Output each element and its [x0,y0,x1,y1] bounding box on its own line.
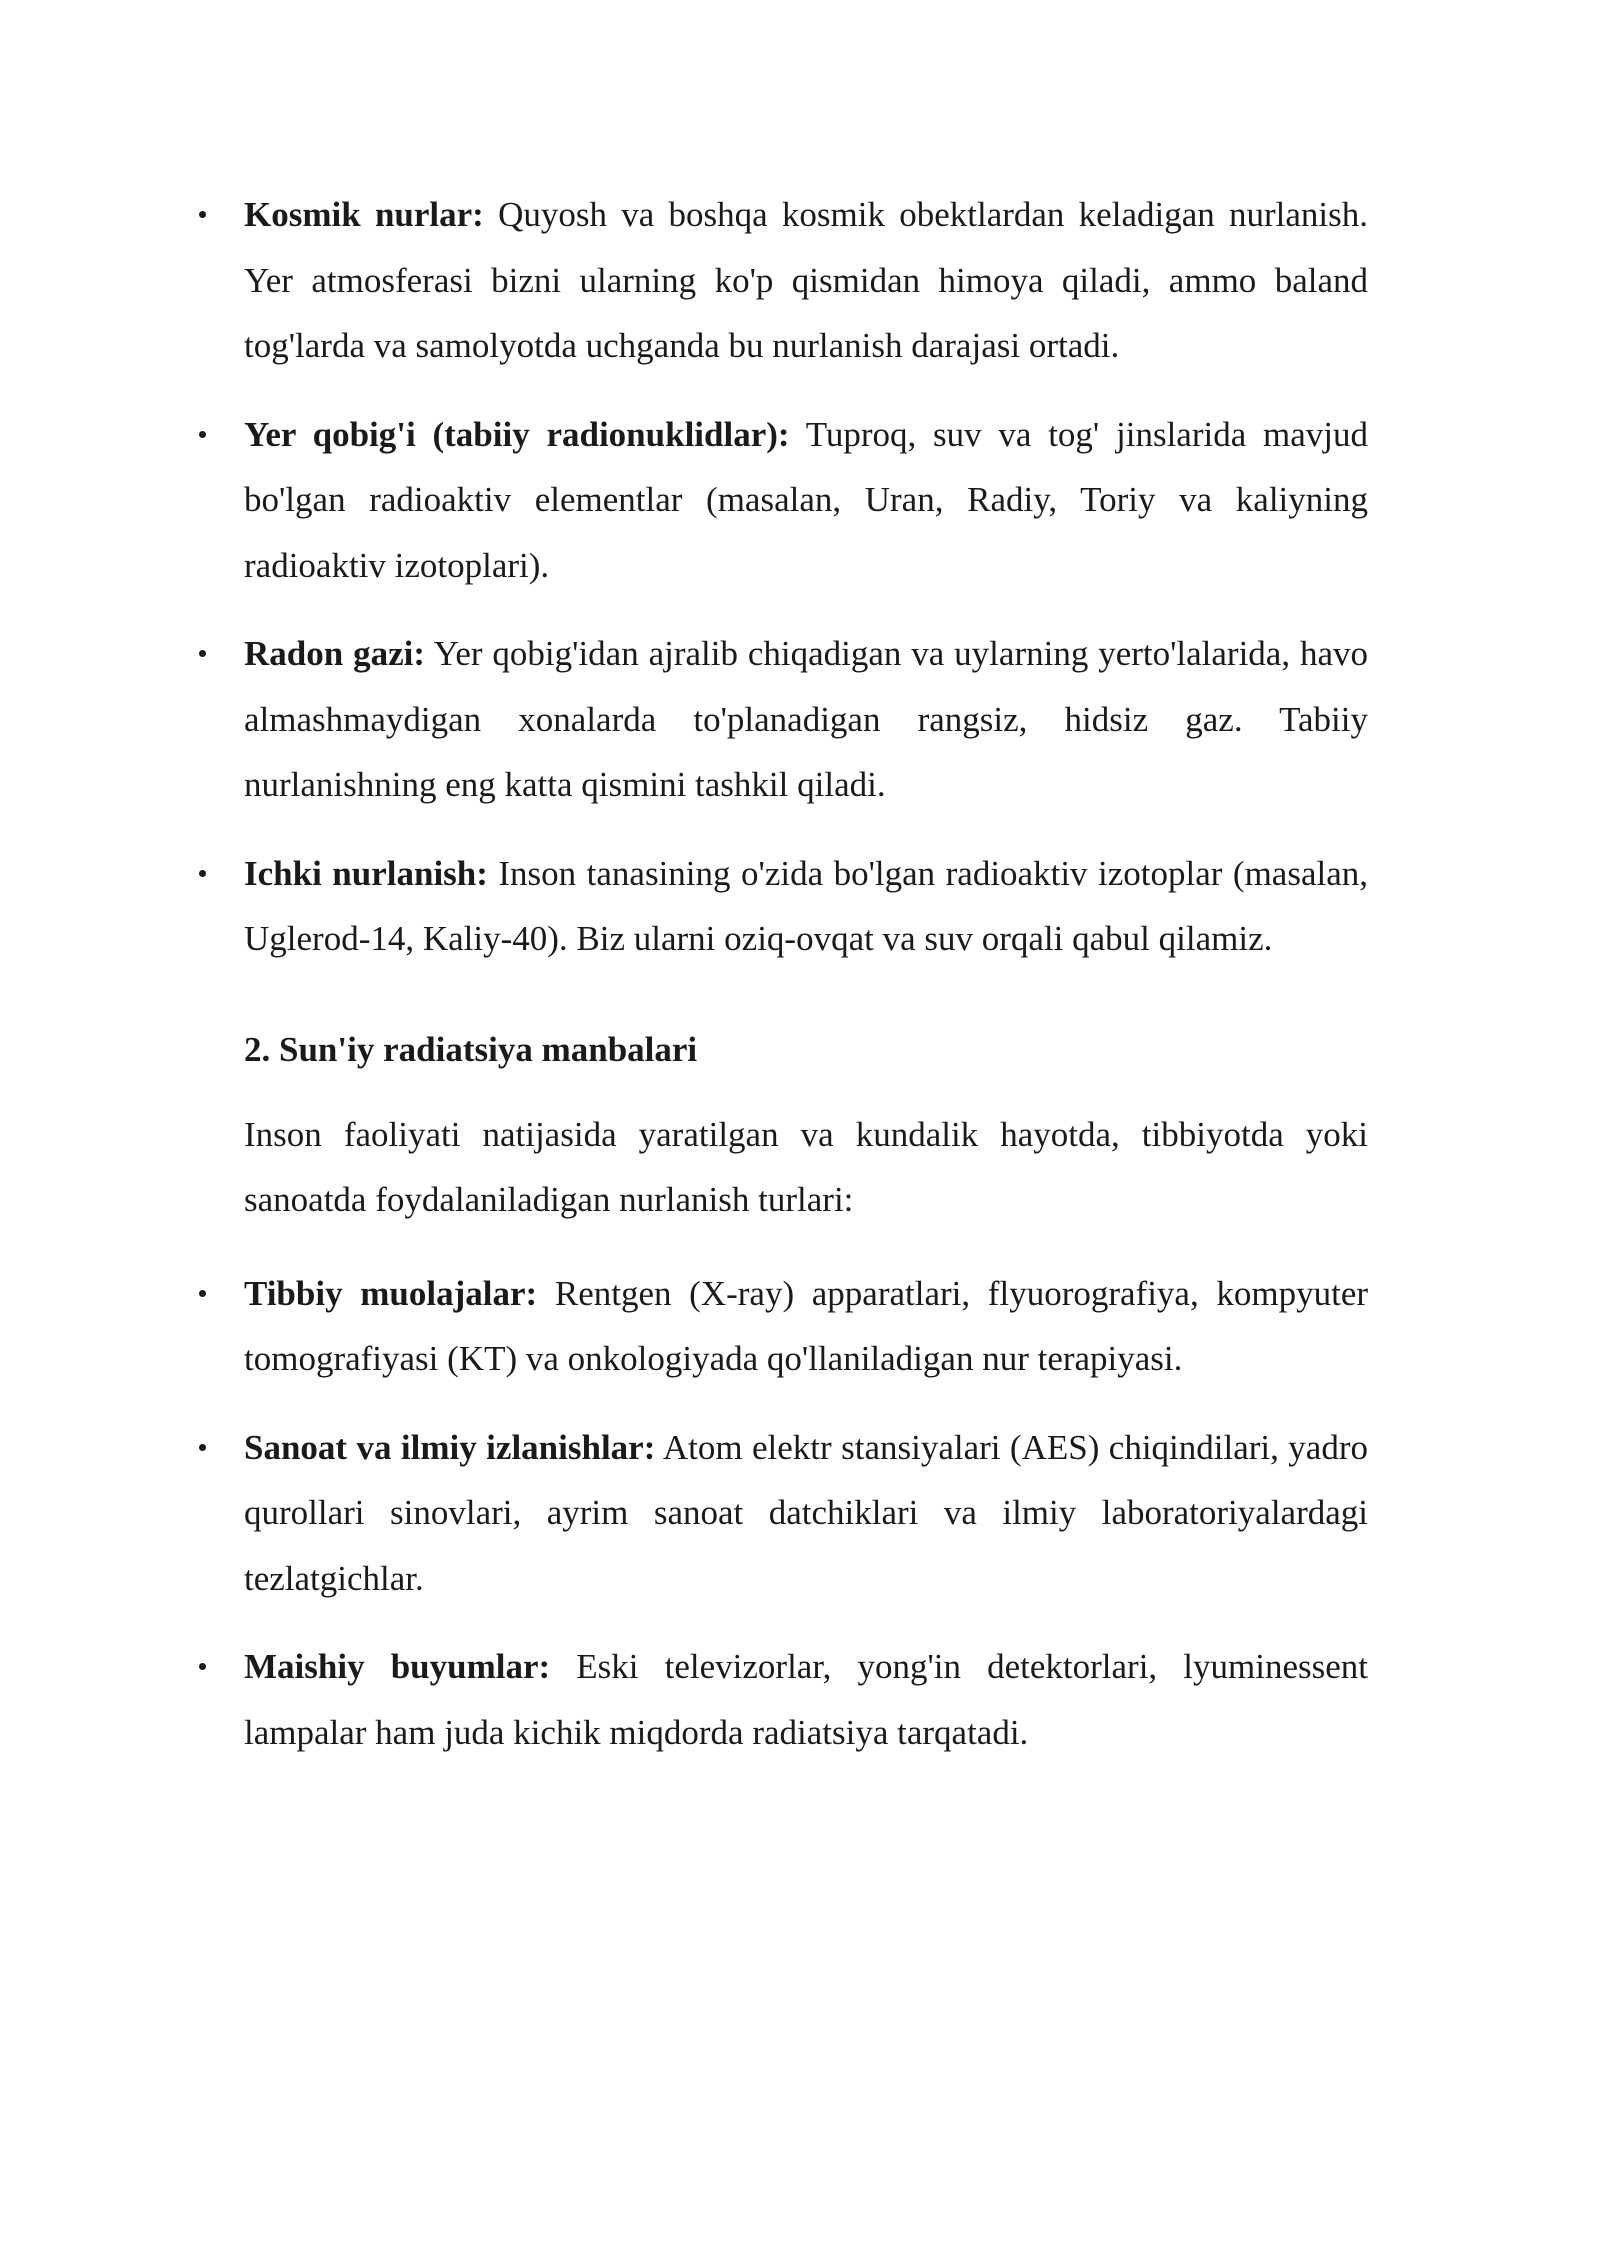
section-heading: 2. Sun'iy radiatsiya manbalari [244,1029,698,1069]
list-item-text: Inson tanasining o'zida bo'lgan radioaktiv izotoplar (masalan, Uglerod-14, Kaliy-40). Biz ularni oziq-ovqat va suv orqali qabul qilamiz. [244,853,1368,958]
list-item-radon-gas [244,621,1368,818]
bullet-icon [199,1663,206,1670]
list-item-medical [244,1261,1368,1392]
list-item-earth-crust [244,402,1368,599]
list-item-cosmic-rays [244,182,1368,379]
list-item-text: Atom elektr stansiyalari (AES) chiqindilari, yadro qurollari sinovlari, ayrim sanoat datchiklari va ilmiy laboratoriyalardagi tezlatgichlar. [244,1427,1368,1598]
bullet-icon [199,1444,206,1451]
list-item-term: Kosmik nurlar: [244,195,484,234]
list-item-text: Eski televizorlar, yong'in detektorlari, lyuminessent lampalar ham juda kichik miqdorda radiatsiya tarqatadi. [244,1647,1369,1752]
list-item-term: Tibbiy muolajalar: [244,1273,538,1313]
list-item-text: Quyosh va boshqa kosmik obektlardan keladigan nurlanish. Yer atmosferasi bizni ularning ko'p qismidan himoya qiladi, ammo baland tog'larda va samolyotda uchganda bu nurlanish darajasi ortadi. [244,195,1368,365]
section-intro: Inson faoliyati natijasida yaratilgan va kundalik hayotda, tibbiyotda yoki sanoatda foydalaniladigan nurlanish turlari: [244,1114,1368,1219]
list-item-industry-research [244,1415,1368,1612]
list-item-text: Rentgen (X-ray) apparatlari, flyuorografiya, kompyuter tomografiyasi (KT) va onkologiyada qo'llaniladigan nur terapiyasi. [244,1273,1369,1378]
page-content [244,182,1368,1788]
list-item-term: Ichki nurlanish: [244,853,488,893]
bullet-icon [199,1290,206,1297]
list-item-text: Yer qobig'idan ajralib chiqadigan va uylarning yerto'lalarida, havo almashmaydigan xonalarda to'planadigan rangsiz, hidsiz gaz. Tabiiy nurlanishning eng katta qismini tashkil qiladi. [244,634,1369,804]
bullet-icon [199,870,206,877]
natural-sources-list [244,182,1368,972]
list-item-internal-radiation [244,841,1368,972]
list-item-term: Radon gazi: [244,634,425,673]
list-item-term: Yer qobig'i (tabiiy radionuklidlar): [244,414,790,454]
artificial-sources-list [244,1261,1368,1766]
list-item-term: Sanoat va ilmiy izlanishlar: [244,1427,656,1467]
bullet-icon [199,211,206,218]
bullet-icon [199,431,206,438]
list-item-text: Tuproq, suv va tog' jinslarida mavjud bo'lgan radioaktiv elementlar (masalan, Uran, Radiy, Toriy va kaliyning radioaktiv izotoplari). [244,414,1368,585]
bullet-icon [199,650,206,657]
list-item-term: Maishiy buyumlar: [244,1647,551,1686]
list-item-household [244,1634,1368,1765]
